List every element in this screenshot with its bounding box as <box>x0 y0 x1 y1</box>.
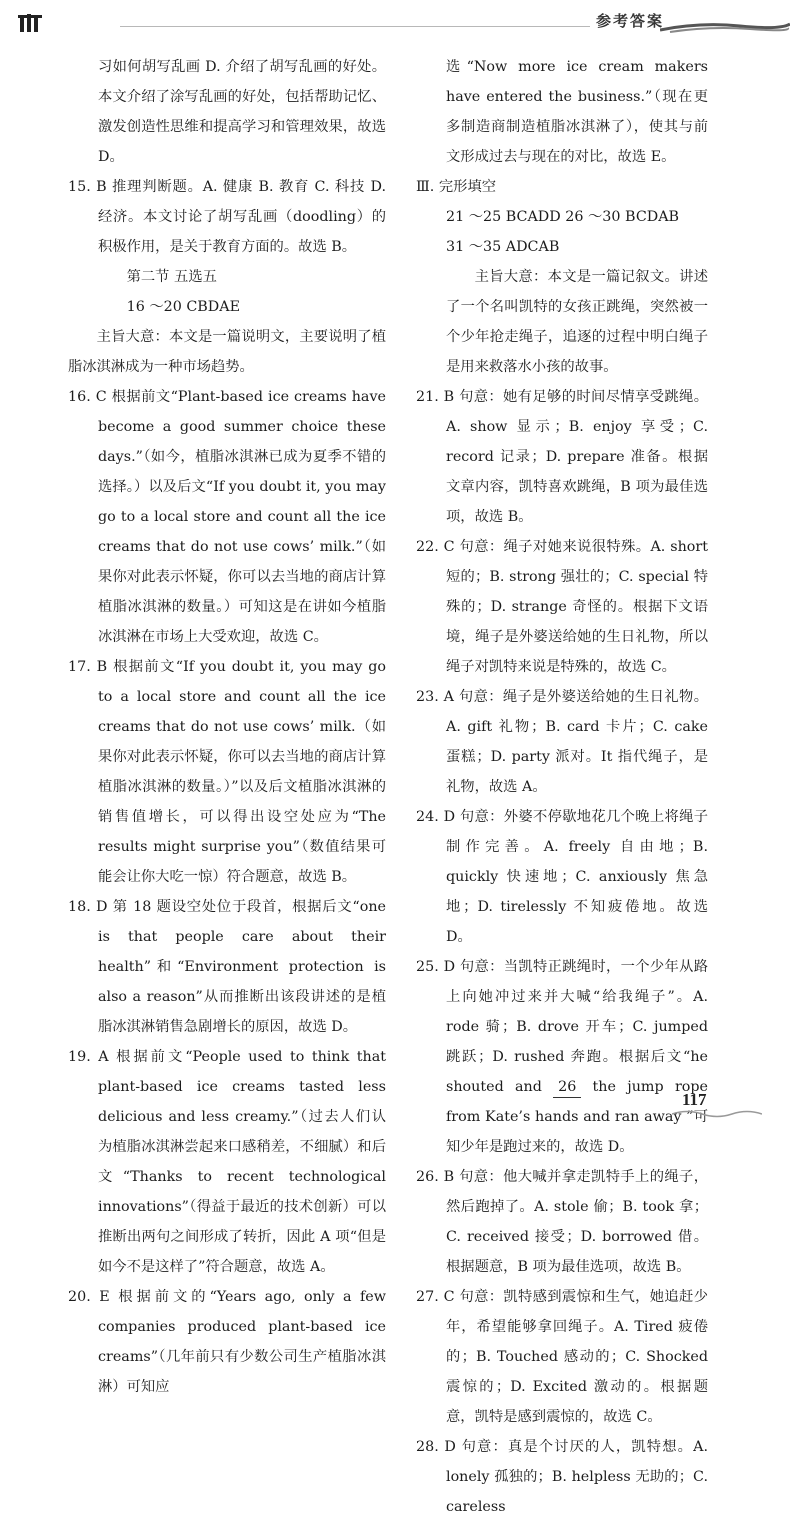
answer-item-25 <box>416 952 708 1162</box>
section-title: 第二节 五选五 <box>126 269 217 285</box>
answer-item-15: 15. B 推理判断题。A. 健康 B. 教育 C. 科技 D. 经济。本文讨论了胡写乱画（doodling）的积极作用，是关于教育方面的。故选 B。 <box>68 179 386 255</box>
answer-item-26: 26. B 句意：他大喊并拿走凯特手上的绳子，然后跑掉了。A. stole 偷；B. took 拿；C. received 接受；D. borrowed 借。根据题意，B 项为最佳选项，故选 B。 <box>416 1169 708 1275</box>
header-label: 参考答案 <box>596 12 665 30</box>
answer-item-18: 18. D 第 18 题设空处位于段首，根据后文“one is that people care about their health”和“Environment protection is also a reason”从而推断出该段讲述的是植脂冰淇淋销售急剧增长的原因，故选 D。 <box>68 899 386 1035</box>
header-logo-mark-icon <box>18 12 48 34</box>
answer-item-25-text-a: 25. D 句意：当凯特正跳绳时，一个少年从路上向她冲过来并大喊“给我绳子”。A. rode 骑；B. drove 开车；C. jumped 跳跃；D. rushed 奔跑。根据后文“he shouted and <box>416 959 708 1095</box>
page-header <box>0 0 800 44</box>
answer-key-31-35: 31 ～35 ADCAB <box>446 239 560 255</box>
answer-key-21-30: 21 ～25 BCADD 26 ～30 BCDAB <box>446 209 680 225</box>
answer-item-22: 22. C 句意：绳子对她来说很特殊。A. short 短的；B. strong 强壮的；C. special 特殊的；D. strange 奇怪的。根据下文语境，绳子是外婆送给她的生日礼物，所以绳子对凯特来说是特殊的，故选 C。 <box>416 539 708 675</box>
main-idea: 主旨大意：本文是一篇说明文，主要说明了植脂冰淇淋成为一种市场趋势。 <box>68 329 386 375</box>
answer-item-16: 16. C 根据前文“Plant-based ice creams have become a good summer choice these days.”（如今，植脂冰淇淋已成为夏季不错的选择。）以及后文“If you doubt it, you may go to a local store and count all the ice creams that do not use cows’ milk.”（如果你对此表示怀疑，你可以去当地的商店计算植脂冰淇淋的数量。）可知这是在讲如今植脂冰淇淋在市场上大受欢迎，故选 C。 <box>68 389 386 645</box>
answer-item-24: 24. D 句意：外婆不停歇地花几个晚上将绳子制作完善。A. freely 自由地；B. quickly 快速地；C. anxiously 焦急地；D. tirelessly 不知疲倦地。故选 D。 <box>416 809 708 945</box>
answer-item-17: 17. B 根据前文“If you doubt it, you may go to a local store and count all the ice creams that do not use cows’ milk.（如果你对此表示怀疑，你可以去当地的商店计算植脂冰淇淋的数量。）”以及后文植脂冰淇淋的销售值增长，可以得出设空处应为“The results might surprise you”（数值结果可能会让你大吃一惊）符合题意，故选 B。 <box>68 659 386 885</box>
blank-26: 26 <box>553 1077 581 1098</box>
answer-item-19: 19. A 根据前文“People used to think that plant-based ice creams tasted less delicious and less creamy.”（过去人们认为植脂冰淇淋尝起来口感稍差，不细腻）和后文“Thanks to recent technological innovations”（得益于最近的技术创新）可以推断出两句之间形成了转折，因此 A 项“但是如今不是这样了”符合题意，故选 A。 <box>68 1049 386 1275</box>
answer-item-20: 20. E 根据前文的“Years ago, only a few companies produced plant-based ice creams”（几年前只有少数公司生产植脂冰淇淋）可知应 <box>68 1289 386 1395</box>
footer-wave-icon <box>672 1108 762 1118</box>
answer-item-28: 28. D 句意：真是个讨厌的人，凯特想。A. lonely 孤独的；B. helpless 无助的；C. careless <box>416 1439 708 1515</box>
main-idea-right: 主旨大意：本文是一篇记叙文。讲述了一个名叫凯特的女孩正跳绳，突然被一个少年抢走绳子，追逐的过程中明白绳子是用来救落水小孩的故事。 <box>446 269 708 375</box>
answer-item-23: 23. A 句意：绳子是外婆送给她的生日礼物。A. gift 礼物；B. card 卡片；C. cake 蛋糕；D. party 派对。It 指代绳子，是礼物，故选 A。 <box>416 689 708 795</box>
page-number: 117 <box>682 1090 707 1109</box>
continued-paragraph-right: 选“Now more ice cream makers have entered the business.”（现在更多制造商制造植脂冰淇淋了），使其与前文形成过去与现在的对比，故选 E。 <box>446 59 708 165</box>
answer-item-21: 21. B 句意：她有足够的时间尽情享受跳绳。A. show 显示；B. enjoy 享受；C. record 记录；D. prepare 准备。根据文章内容，凯特喜欢跳绳，B 项为最佳选项，故选 B。 <box>416 389 708 525</box>
left-column <box>68 52 386 1402</box>
answer-item-27: 27. C 句意：凯特感到震惊和生气，她追赶少年，希望能够拿回绳子。A. Tired 疲倦的；B. Touched 感动的；C. Shocked 震惊的；D. Excited 激动的。根据题意，凯特是感到震惊的，故选 C。 <box>416 1289 708 1425</box>
section-title-cloze: Ⅲ. 完形填空 <box>416 179 497 195</box>
header-swoosh-icon <box>660 20 790 34</box>
header-rule <box>120 26 590 27</box>
answer-key-16-20: 16 ～20 CBDAE <box>126 299 241 315</box>
right-column <box>416 52 708 1522</box>
answer-item-25-text-b: the jump rope from Kate’s hands and ran away ”可知少年是跑过来的，故选 D。 <box>446 1079 708 1155</box>
continued-paragraph: 习如何胡写乱画 D. 介绍了胡写乱画的好处。本文介绍了涂写乱画的好处，包括帮助记忆、激发创造性思维和提高学习和管理效果，故选 D。 <box>98 59 386 165</box>
